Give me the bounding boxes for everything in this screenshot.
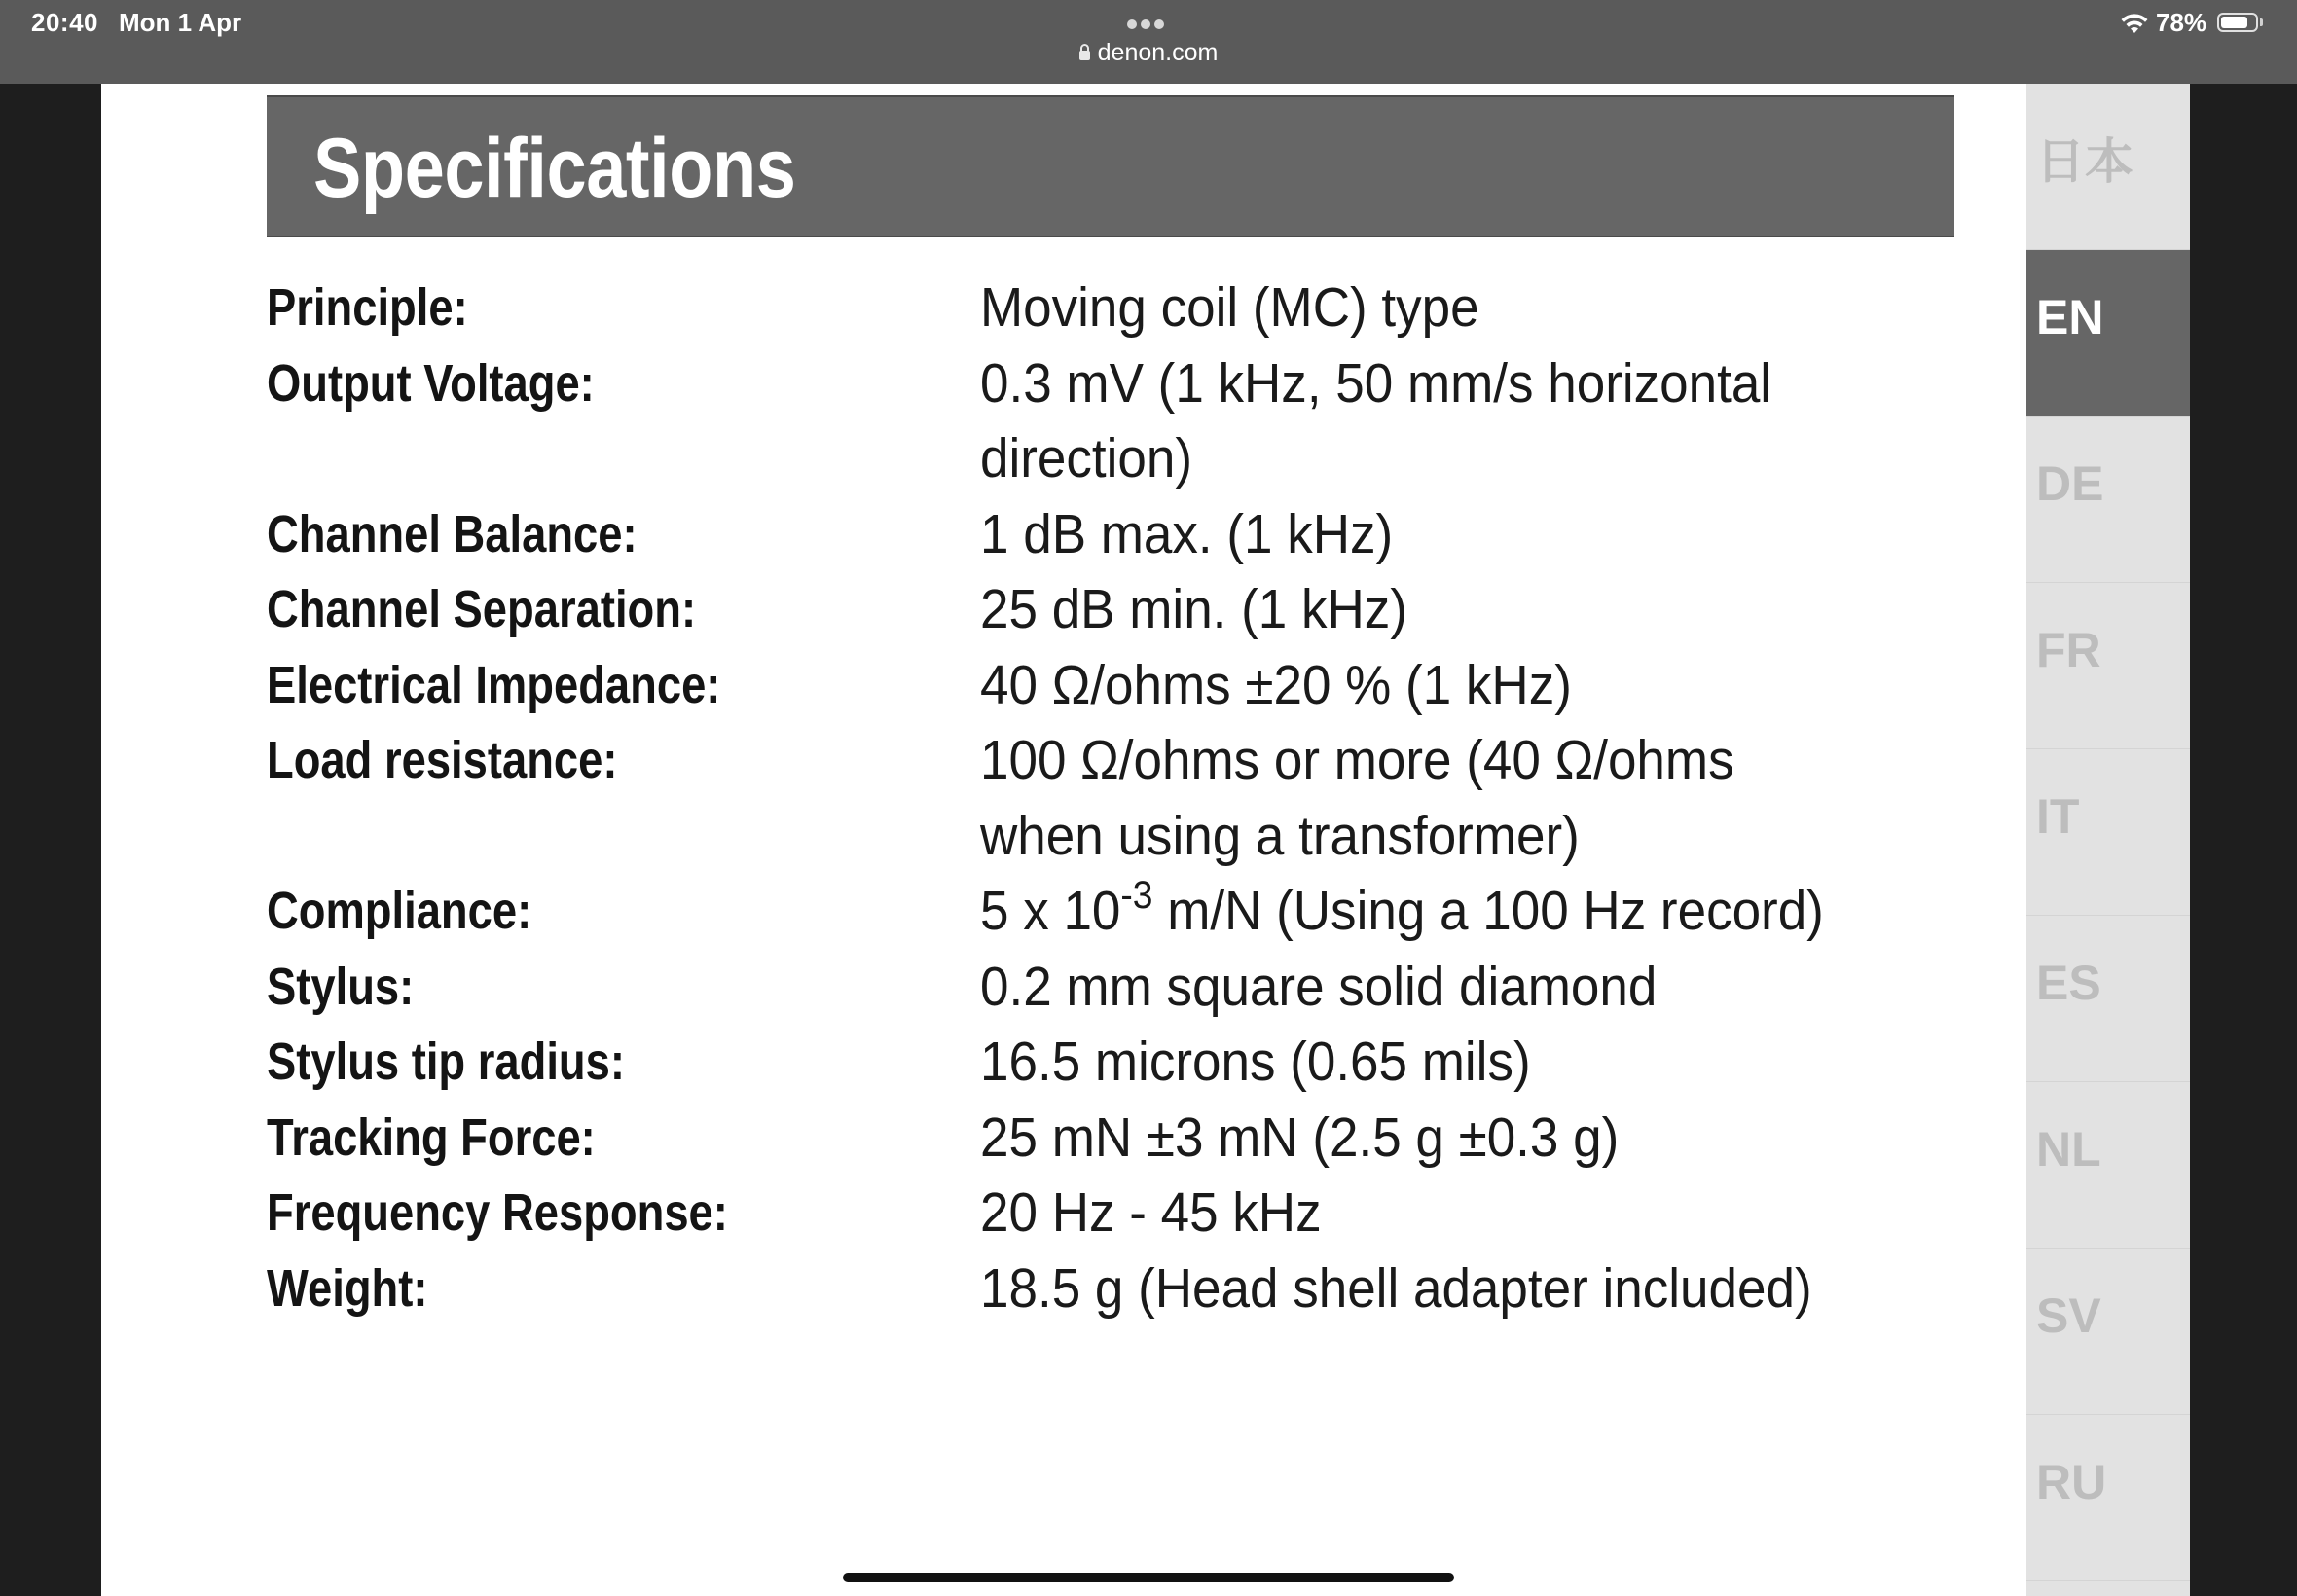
spec-row-load-resistance	[267, 723, 1970, 874]
address-bar[interactable]	[1071, 39, 1226, 74]
spec-label: Load resistance:	[267, 731, 618, 789]
status-date: Mon 1 Apr	[119, 8, 242, 37]
document-page[interactable]	[101, 84, 2190, 1596]
spec-value	[980, 723, 1885, 874]
spec-label: Stylus:	[267, 957, 415, 1016]
spec-row-frequency-response	[267, 1176, 1970, 1251]
spec-label: Stylus tip radius:	[267, 1033, 625, 1091]
spec-value-suffix: m/N (Using a 100 Hz record)	[1152, 880, 1824, 942]
spec-label: Frequency Response:	[267, 1183, 728, 1242]
tab-label: ES	[2036, 956, 2101, 1010]
tab-label: 日本	[2036, 134, 2133, 189]
spec-label: Compliance:	[267, 882, 532, 940]
spec-value-prefix: 5 x 10	[980, 880, 1121, 942]
spec-row-electrical-impedance	[267, 648, 1970, 724]
spec-value: 40 Ω/ohms ±20 % (1 kHz)	[980, 653, 1572, 716]
spec-value-line1: 100 Ω/ohms or more (40 Ω/ohms	[980, 729, 1734, 791]
spec-label: Output Voltage:	[267, 353, 595, 413]
url-text: denon.com	[1097, 39, 1219, 66]
spec-value-line2: direction)	[980, 427, 1193, 490]
tab-language-de[interactable]	[2026, 417, 2190, 583]
specifications-header	[267, 95, 1954, 237]
spec-label: Principle:	[267, 278, 468, 337]
lock-icon	[1079, 51, 1090, 60]
spec-label: Channel Balance:	[267, 504, 638, 563]
tab-label: IT	[2036, 789, 2080, 844]
tab-label: DE	[2036, 456, 2104, 511]
tab-label: RU	[2036, 1455, 2107, 1509]
spec-value: 25 mN ±3 mN (2.5 g ±0.3 g)	[980, 1106, 1620, 1169]
tab-language-ja[interactable]	[2026, 84, 2190, 250]
wifi-icon	[2120, 13, 2149, 34]
tab-language-fr[interactable]	[2026, 583, 2190, 749]
spec-row-channel-separation	[267, 572, 1970, 648]
spec-value: Moving coil (MC) type	[980, 276, 1479, 339]
spec-row-tracking-force	[267, 1101, 1970, 1177]
spec-value-line1: 0.3 mV (1 kHz, 50 mm/s horizontal	[980, 351, 1772, 415]
battery-percentage: 78%	[2156, 8, 2207, 37]
spec-value-line2: when using a transformer)	[980, 804, 1580, 867]
spec-row-stylus-tip-radius	[267, 1025, 1970, 1101]
tab-language-nl[interactable]	[2026, 1082, 2190, 1249]
spec-value: 1 dB max. (1 kHz)	[980, 502, 1394, 565]
tab-label: SV	[2036, 1288, 2101, 1343]
spec-value: 16.5 microns (0.65 mils)	[980, 1031, 1531, 1093]
status-bar	[0, 0, 2297, 84]
tab-language-it[interactable]	[2026, 749, 2190, 916]
spec-value	[980, 346, 1885, 497]
spec-value-exponent: -3	[1120, 874, 1153, 917]
spec-label: Tracking Force:	[267, 1107, 596, 1167]
spec-value: 20 Hz - 45 kHz	[980, 1181, 1322, 1244]
battery-tip	[2260, 18, 2263, 26]
spec-row-output-voltage	[267, 346, 1970, 497]
page-title: Specifications	[313, 122, 796, 215]
home-indicator[interactable]	[843, 1573, 1454, 1582]
tab-label: NL	[2036, 1122, 2101, 1177]
spec-row-stylus	[267, 950, 1970, 1026]
tab-label: EN	[2036, 290, 2104, 345]
more-options-icon[interactable]	[1127, 17, 1172, 28]
spec-label: Channel Separation:	[267, 580, 697, 638]
language-tabs	[2026, 84, 2190, 1596]
spec-list	[267, 271, 1970, 1326]
tab-language-ru[interactable]	[2026, 1415, 2190, 1581]
spec-row-compliance	[267, 874, 1970, 950]
tab-language-sv[interactable]	[2026, 1249, 2190, 1415]
tab-language-es[interactable]	[2026, 916, 2190, 1082]
spec-value: 18.5 g (Head shell adapter included)	[980, 1256, 1812, 1320]
spec-row-channel-balance	[267, 497, 1970, 573]
spec-row-principle	[267, 271, 1970, 346]
spec-row-weight	[267, 1251, 1970, 1327]
spec-value: 0.2 mm square solid diamond	[980, 955, 1658, 1018]
battery-icon	[2217, 13, 2258, 32]
spec-value	[980, 874, 1885, 950]
tab-language-en[interactable]	[2026, 250, 2190, 417]
tab-label: FR	[2036, 623, 2101, 677]
status-time: 20:40	[31, 8, 98, 37]
spec-label: Weight:	[267, 1258, 428, 1318]
battery-level	[2221, 17, 2247, 28]
spec-label: Electrical Impedance:	[267, 655, 721, 714]
spec-value: 25 dB min. (1 kHz)	[980, 578, 1407, 640]
